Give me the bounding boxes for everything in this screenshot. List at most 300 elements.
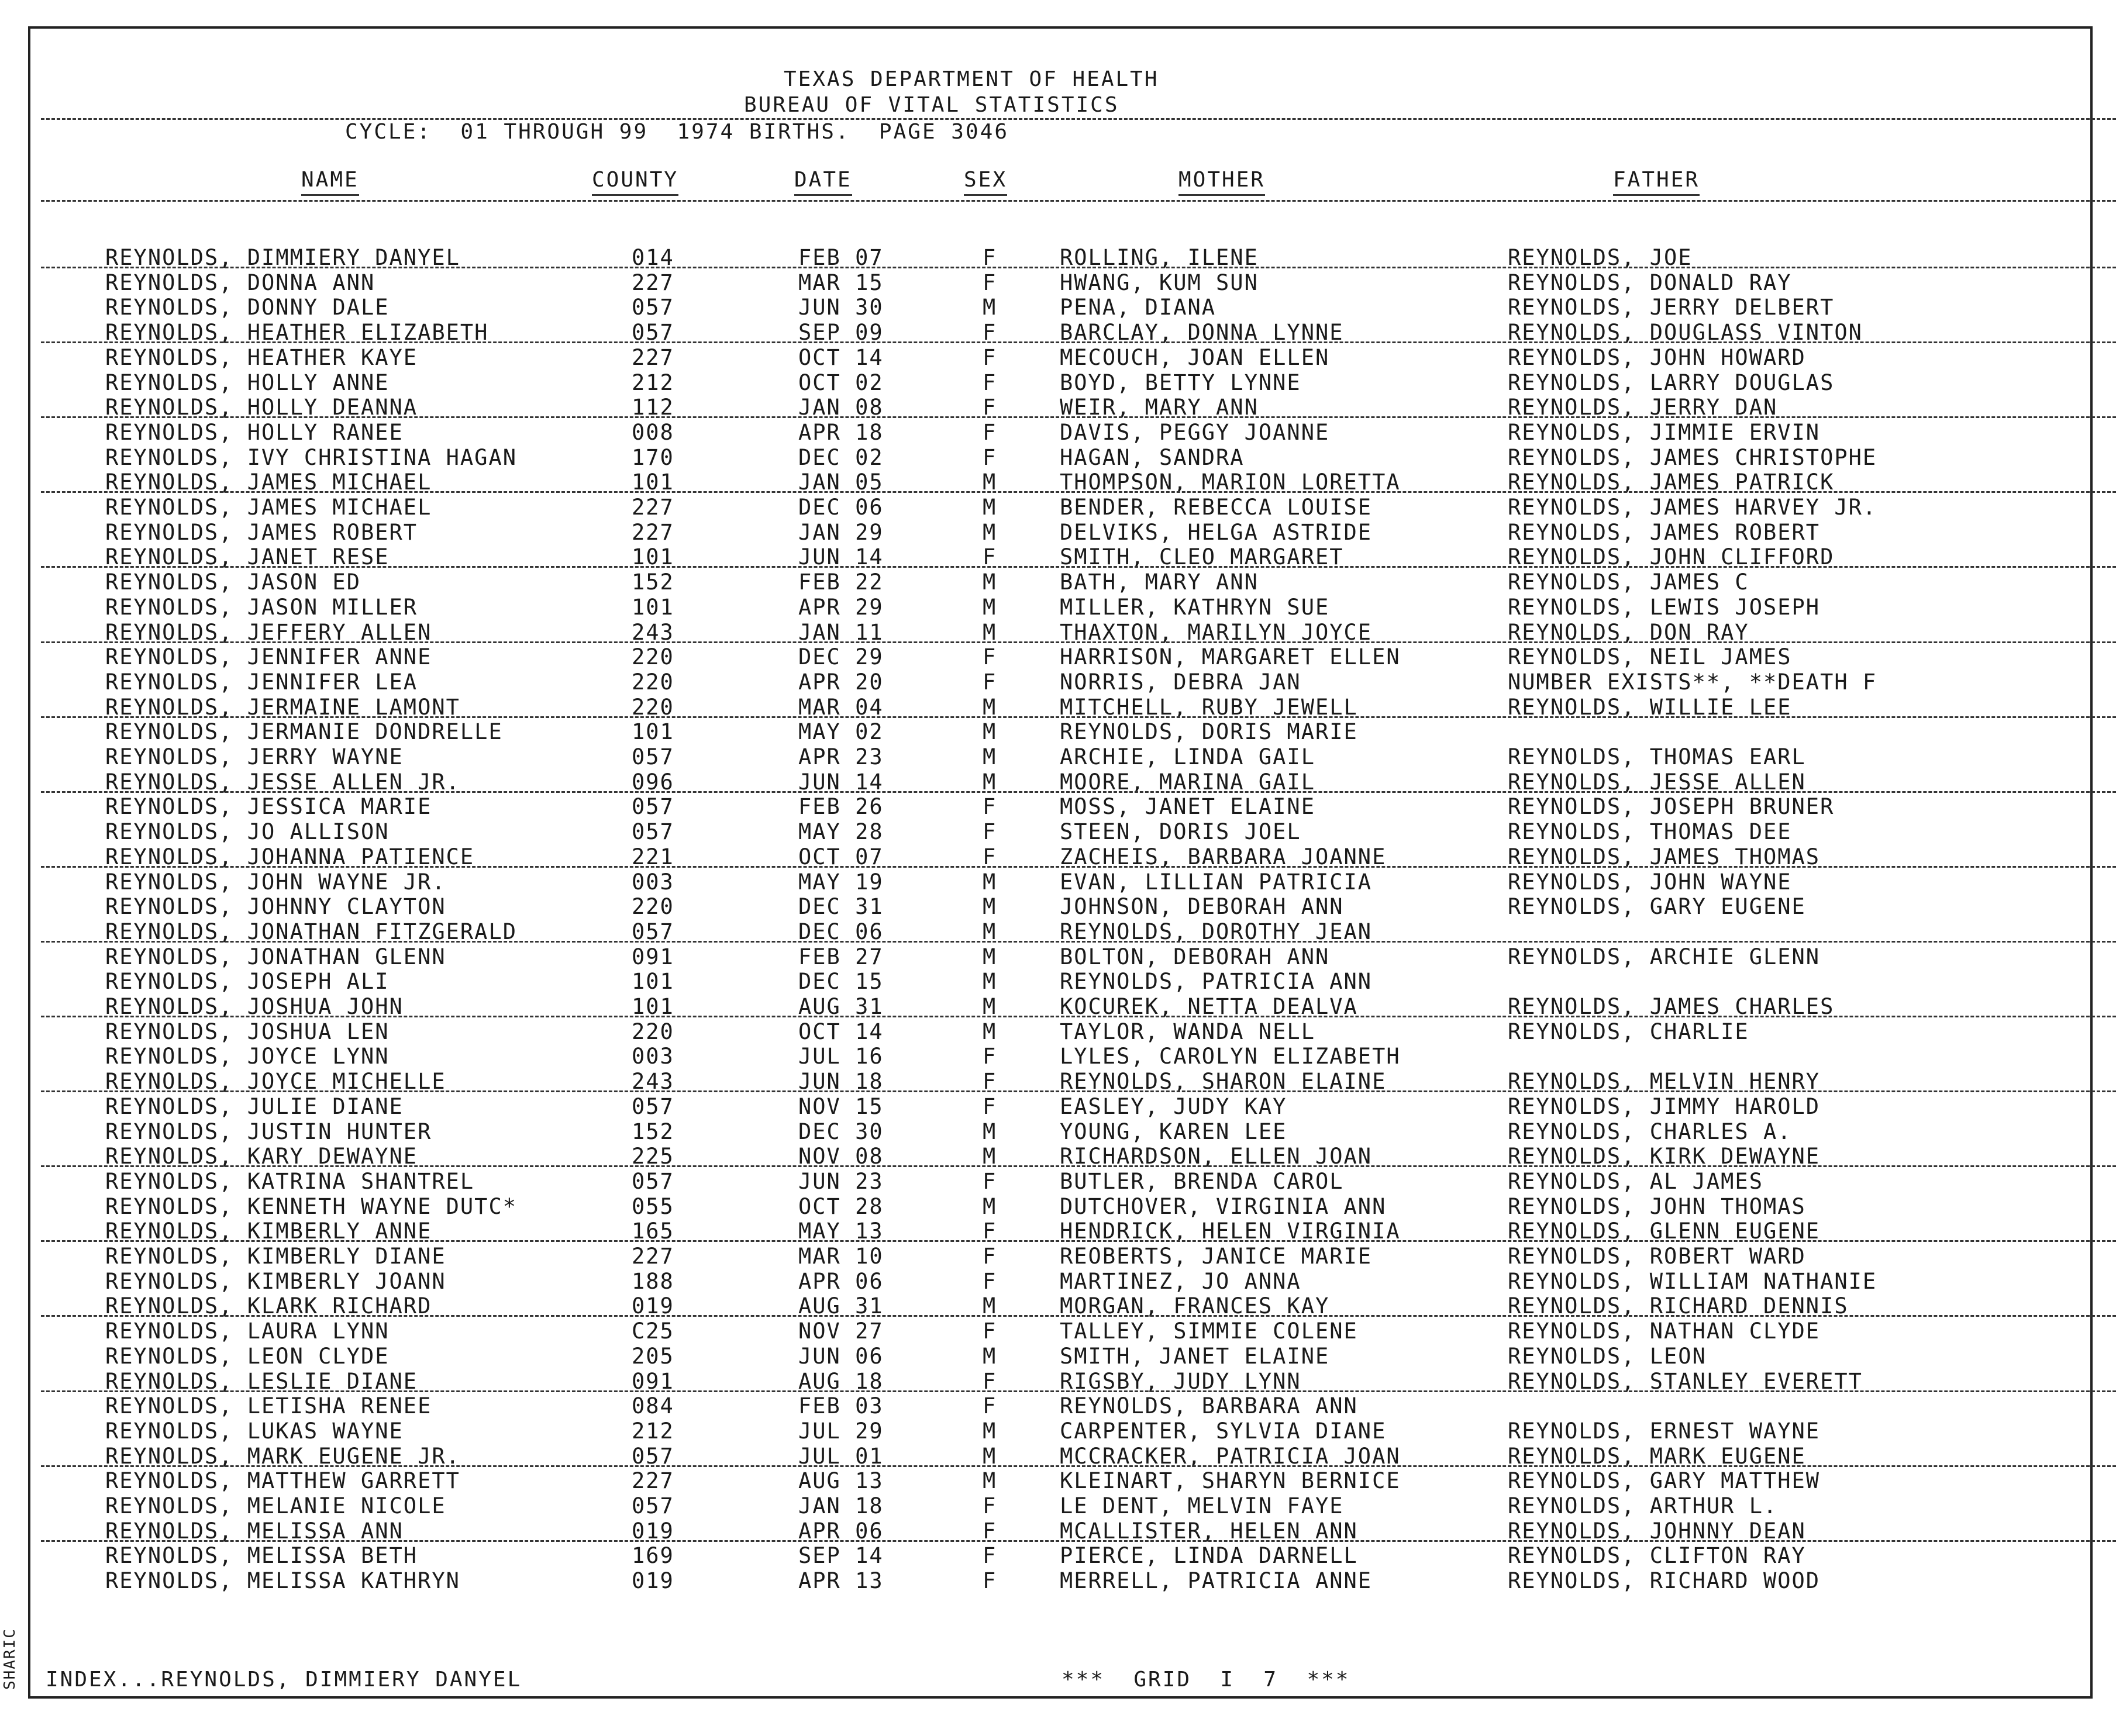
cell-mother: MARTINEZ, JO ANNA bbox=[1060, 1269, 1301, 1294]
cell-sex: M bbox=[983, 1293, 997, 1319]
table-row bbox=[0, 1420, 2116, 1445]
cell-date: AUG 18 bbox=[798, 1369, 884, 1394]
cell-name: REYNOLDS, IVY CHRISTINA HAGAN bbox=[105, 445, 518, 470]
cell-mother: ZACHEIS, BARBARA JOANNE bbox=[1060, 844, 1387, 869]
cell-county: 057 bbox=[632, 919, 674, 944]
table-row bbox=[0, 596, 2116, 621]
column-date: DATE bbox=[794, 170, 852, 196]
cell-date: MAY 19 bbox=[798, 869, 884, 895]
cell-name: REYNOLDS, KLARK RICHARD bbox=[105, 1293, 432, 1319]
cell-name: REYNOLDS, JUSTIN HUNTER bbox=[105, 1119, 432, 1144]
cell-father: REYNOLDS, ROBERT WARD bbox=[1508, 1244, 1806, 1269]
cell-name: REYNOLDS, JANET RESE bbox=[105, 544, 390, 570]
cell-county: 091 bbox=[632, 1369, 674, 1394]
cell-date: JAN 05 bbox=[798, 470, 884, 495]
cell-date: APR 18 bbox=[798, 420, 884, 445]
cell-sex: F bbox=[983, 270, 997, 295]
cell-county: 057 bbox=[632, 320, 674, 345]
cell-date: SEP 14 bbox=[798, 1543, 884, 1568]
cell-sex: M bbox=[983, 495, 997, 520]
cell-mother: DAVIS, PEGGY JOANNE bbox=[1060, 420, 1330, 445]
cell-date: JUN 14 bbox=[798, 544, 884, 570]
cell-date: JUL 16 bbox=[798, 1044, 884, 1069]
cell-father: REYNOLDS, LEWIS JOSEPH bbox=[1508, 595, 1821, 620]
cell-county: 057 bbox=[632, 744, 674, 769]
cell-name: REYNOLDS, JAMES MICHAEL bbox=[105, 470, 432, 495]
cell-date: DEC 30 bbox=[798, 1119, 884, 1144]
table-row bbox=[0, 946, 2116, 971]
cell-name: REYNOLDS, JOSHUA LEN bbox=[105, 1019, 390, 1044]
cell-father: REYNOLDS, JOSEPH BRUNER bbox=[1508, 794, 1835, 819]
footer-grid: *** GRID I 7 *** bbox=[1062, 1668, 1350, 1692]
row-separator bbox=[41, 566, 2116, 568]
cell-father: REYNOLDS, NATHAN CLYDE bbox=[1508, 1319, 1821, 1344]
cell-father: REYNOLDS, RICHARD WOOD bbox=[1508, 1568, 1821, 1593]
cell-name: REYNOLDS, JENNIFER LEA bbox=[105, 669, 418, 695]
cell-sex: F bbox=[983, 1069, 997, 1094]
table-row bbox=[0, 1271, 2116, 1295]
cell-sex: M bbox=[983, 1194, 997, 1219]
cell-mother: JOHNSON, DEBORAH ANN bbox=[1060, 894, 1344, 919]
cell-name: REYNOLDS, HOLLY ANNE bbox=[105, 370, 390, 395]
cell-sex: F bbox=[983, 345, 997, 370]
cell-mother: WEIR, MARY ANN bbox=[1060, 395, 1259, 420]
cell-name: REYNOLDS, HOLLY DEANNA bbox=[105, 395, 418, 420]
cell-county: 057 bbox=[632, 295, 674, 320]
cell-county: 019 bbox=[632, 1518, 674, 1544]
cell-sex: F bbox=[983, 1169, 997, 1194]
cell-sex: M bbox=[983, 919, 997, 944]
cell-father: REYNOLDS, JAMES C bbox=[1508, 570, 1749, 595]
row-separator bbox=[41, 1390, 2116, 1392]
cell-sex: M bbox=[983, 1468, 997, 1493]
cell-sex: M bbox=[983, 1019, 997, 1044]
cell-date: APR 23 bbox=[798, 744, 884, 769]
cell-mother: BARCLAY, DONNA LYNNE bbox=[1060, 320, 1344, 345]
cell-name: REYNOLDS, JAMES MICHAEL bbox=[105, 495, 432, 520]
table-row bbox=[0, 571, 2116, 596]
cell-name: REYNOLDS, LETISHA RENEE bbox=[105, 1393, 432, 1419]
cell-county: 101 bbox=[632, 544, 674, 570]
cell-mother: HENDRICK, HELEN VIRGINIA bbox=[1060, 1219, 1401, 1244]
cell-name: REYNOLDS, JERMANIE DONDRELLE bbox=[105, 719, 503, 744]
cell-date: APR 06 bbox=[798, 1269, 884, 1294]
cell-father: REYNOLDS, THOMAS EARL bbox=[1508, 744, 1806, 769]
cell-date: SEP 09 bbox=[798, 320, 884, 345]
cell-father: REYNOLDS, THOMAS DEE bbox=[1508, 819, 1792, 844]
cell-name: REYNOLDS, MARK EUGENE JR. bbox=[105, 1444, 460, 1469]
cell-date: OCT 07 bbox=[798, 844, 884, 869]
cell-date: MAY 28 bbox=[798, 819, 884, 844]
cell-name: REYNOLDS, HEATHER ELIZABETH bbox=[105, 320, 489, 345]
cell-county: 227 bbox=[632, 520, 674, 545]
cell-sex: F bbox=[983, 1219, 997, 1244]
cell-sex: M bbox=[983, 744, 997, 769]
cell-sex: M bbox=[983, 620, 997, 645]
cell-name: REYNOLDS, JOHNNY CLAYTON bbox=[105, 894, 446, 919]
table-row bbox=[0, 1470, 2116, 1495]
table-row bbox=[0, 372, 2116, 396]
cell-date: MAY 13 bbox=[798, 1219, 884, 1244]
table-row bbox=[0, 971, 2116, 995]
cell-mother: REYNOLDS, BARBARA ANN bbox=[1060, 1393, 1358, 1419]
cell-name: REYNOLDS, KIMBERLY ANNE bbox=[105, 1219, 432, 1244]
cell-mother: REYNOLDS, DORIS MARIE bbox=[1060, 719, 1358, 744]
cell-sex: M bbox=[983, 1119, 997, 1144]
table-row bbox=[0, 1570, 2116, 1595]
cell-name: REYNOLDS, JOYCE LYNN bbox=[105, 1044, 390, 1069]
table-row bbox=[0, 771, 2116, 796]
cell-father: REYNOLDS, GLENN EUGENE bbox=[1508, 1219, 1821, 1244]
cell-father: REYNOLDS, JESSE ALLEN bbox=[1508, 769, 1806, 795]
cell-date: DEC 29 bbox=[798, 644, 884, 669]
cell-mother: KLEINART, SHARYN BERNICE bbox=[1060, 1468, 1401, 1493]
cell-county: 101 bbox=[632, 470, 674, 495]
cell-county: 220 bbox=[632, 1019, 674, 1044]
cell-father: REYNOLDS, DON RAY bbox=[1508, 620, 1749, 645]
cell-mother: SMITH, CLEO MARGARET bbox=[1060, 544, 1344, 570]
cell-father: REYNOLDS, CHARLIE bbox=[1508, 1019, 1749, 1044]
cell-mother: REYNOLDS, DOROTHY JEAN bbox=[1060, 919, 1373, 944]
column-county: COUNTY bbox=[592, 170, 678, 196]
table-row bbox=[0, 721, 2116, 746]
cell-date: DEC 06 bbox=[798, 919, 884, 944]
cell-date: JUN 14 bbox=[798, 769, 884, 795]
cell-county: 019 bbox=[632, 1568, 674, 1593]
table-row bbox=[0, 821, 2116, 845]
column-mother: MOTHER bbox=[1178, 170, 1265, 196]
cell-father: REYNOLDS, ERNEST WAYNE bbox=[1508, 1419, 1821, 1444]
row-separator bbox=[41, 866, 2116, 868]
cell-name: REYNOLDS, MATTHEW GARRETT bbox=[105, 1468, 460, 1493]
cell-mother: YOUNG, KAREN LEE bbox=[1060, 1119, 1287, 1144]
cell-father: REYNOLDS, JIMMIE ERVIN bbox=[1508, 420, 1821, 445]
cell-mother: EASLEY, JUDY KAY bbox=[1060, 1094, 1287, 1119]
table-row bbox=[0, 1520, 2116, 1545]
cell-name: REYNOLDS, JEFFERY ALLEN bbox=[105, 620, 432, 645]
cell-mother: MCCRACKER, PATRICIA JOAN bbox=[1060, 1444, 1401, 1469]
table-row bbox=[0, 247, 2116, 271]
cell-sex: F bbox=[983, 1543, 997, 1568]
cell-father: REYNOLDS, RICHARD DENNIS bbox=[1508, 1293, 1849, 1319]
cell-sex: M bbox=[983, 719, 997, 744]
cell-county: 057 bbox=[632, 819, 674, 844]
cell-mother: RIGSBY, JUDY LYNN bbox=[1060, 1369, 1301, 1394]
table-row bbox=[0, 921, 2116, 945]
cell-sex: M bbox=[983, 944, 997, 969]
cell-name: REYNOLDS, KIMBERLY JOANN bbox=[105, 1269, 446, 1294]
column-name: NAME bbox=[301, 170, 359, 196]
table-row bbox=[0, 796, 2116, 820]
cell-mother: STEEN, DORIS JOEL bbox=[1060, 819, 1301, 844]
cell-name: REYNOLDS, LUKAS WAYNE bbox=[105, 1419, 404, 1444]
cell-father: REYNOLDS, WILLIAM NATHANIE bbox=[1508, 1269, 1877, 1294]
cell-date: MAR 15 bbox=[798, 270, 884, 295]
table-row bbox=[0, 1145, 2116, 1170]
cell-date: OCT 14 bbox=[798, 1019, 884, 1044]
row-separator bbox=[41, 641, 2116, 643]
table-row bbox=[0, 396, 2116, 421]
cell-sex: F bbox=[983, 644, 997, 669]
cell-sex: M bbox=[983, 295, 997, 320]
cell-date: AUG 13 bbox=[798, 1468, 884, 1493]
header-department: TEXAS DEPARTMENT OF HEALTH bbox=[784, 67, 1159, 91]
cell-date: JAN 18 bbox=[798, 1493, 884, 1518]
cell-date: APR 13 bbox=[798, 1568, 884, 1593]
cell-sex: M bbox=[983, 695, 997, 720]
cell-county: 220 bbox=[632, 669, 674, 695]
cell-county: 220 bbox=[632, 644, 674, 669]
cell-sex: F bbox=[983, 395, 997, 420]
cell-date: JUN 18 bbox=[798, 1069, 884, 1094]
cell-name: REYNOLDS, JERMAINE LAMONT bbox=[105, 695, 460, 720]
cell-county: 220 bbox=[632, 894, 674, 919]
row-separator bbox=[41, 716, 2116, 718]
table-row bbox=[0, 1171, 2116, 1195]
cell-father: REYNOLDS, NEIL JAMES bbox=[1508, 644, 1792, 669]
cell-father: REYNOLDS, JOHN CLIFFORD bbox=[1508, 544, 1835, 570]
cell-mother: BATH, MARY ANN bbox=[1060, 570, 1259, 595]
cell-sex: F bbox=[983, 445, 997, 470]
cell-sex: M bbox=[983, 894, 997, 919]
cell-sex: F bbox=[983, 544, 997, 570]
cell-county: 003 bbox=[632, 869, 674, 895]
cell-county: 101 bbox=[632, 719, 674, 744]
cell-sex: M bbox=[983, 1344, 997, 1369]
cell-mother: PIERCE, LINDA DARNELL bbox=[1060, 1543, 1358, 1568]
table-row bbox=[0, 1245, 2116, 1270]
cell-county: 227 bbox=[632, 345, 674, 370]
cell-date: FEB 03 bbox=[798, 1393, 884, 1419]
cell-name: REYNOLDS, DONNA ANN bbox=[105, 270, 375, 295]
row-separator bbox=[41, 267, 2116, 268]
cell-mother: ROLLING, ILENE bbox=[1060, 245, 1259, 270]
cell-sex: M bbox=[983, 969, 997, 994]
side-label: SHARIC bbox=[1, 1628, 19, 1690]
cell-mother: MORGAN, FRANCES KAY bbox=[1060, 1293, 1330, 1319]
cell-county: 084 bbox=[632, 1393, 674, 1419]
cell-county: 205 bbox=[632, 1344, 674, 1369]
table-row bbox=[0, 846, 2116, 871]
cell-father: REYNOLDS, GARY EUGENE bbox=[1508, 894, 1806, 919]
cell-father: REYNOLDS, DOUGLASS VINTON bbox=[1508, 320, 1863, 345]
cell-name: REYNOLDS, LAURA LYNN bbox=[105, 1319, 390, 1344]
table-row bbox=[0, 1445, 2116, 1470]
cell-father: REYNOLDS, MELVIN HENRY bbox=[1508, 1069, 1821, 1094]
row-separator bbox=[41, 1090, 2116, 1092]
cell-mother: LYLES, CAROLYN ELIZABETH bbox=[1060, 1044, 1401, 1069]
row-separator bbox=[41, 491, 2116, 493]
cell-sex: M bbox=[983, 869, 997, 895]
cell-mother: PENA, DIANA bbox=[1060, 295, 1216, 320]
cell-name: REYNOLDS, JO ALLISON bbox=[105, 819, 390, 844]
cell-mother: REYNOLDS, PATRICIA ANN bbox=[1060, 969, 1373, 994]
cell-county: 152 bbox=[632, 1119, 674, 1144]
cell-county: 008 bbox=[632, 420, 674, 445]
cell-sex: F bbox=[983, 1568, 997, 1593]
cell-date: FEB 26 bbox=[798, 794, 884, 819]
cell-name: REYNOLDS, MELISSA KATHRYN bbox=[105, 1568, 460, 1593]
header-cycle: CYCLE: 01 THROUGH 99 1974 BIRTHS. PAGE 3046 bbox=[345, 120, 1009, 144]
table-row bbox=[0, 996, 2116, 1020]
cell-father: REYNOLDS, GARY MATTHEW bbox=[1508, 1468, 1821, 1493]
cell-mother: CARPENTER, SYLVIA DIANE bbox=[1060, 1419, 1387, 1444]
table-row bbox=[0, 1395, 2116, 1420]
cell-name: REYNOLDS, JULIE DIANE bbox=[105, 1094, 404, 1119]
table-row bbox=[0, 1320, 2116, 1345]
cell-county: 101 bbox=[632, 994, 674, 1019]
cell-sex: F bbox=[983, 1094, 997, 1119]
table-row bbox=[0, 447, 2116, 471]
cell-name: REYNOLDS, JONATHAN FITZGERALD bbox=[105, 919, 518, 944]
cell-father: REYNOLDS, AL JAMES bbox=[1508, 1169, 1763, 1194]
cell-date: JUN 23 bbox=[798, 1169, 884, 1194]
cell-sex: M bbox=[983, 1444, 997, 1469]
cell-date: MAR 10 bbox=[798, 1244, 884, 1269]
cell-father: REYNOLDS, JERRY DELBERT bbox=[1508, 295, 1835, 320]
cell-sex: F bbox=[983, 420, 997, 445]
cell-date: OCT 02 bbox=[798, 370, 884, 395]
cell-sex: F bbox=[983, 370, 997, 395]
cell-name: REYNOLDS, JONATHAN GLENN bbox=[105, 944, 446, 969]
table-row bbox=[0, 322, 2116, 346]
cell-father: REYNOLDS, JAMES PATRICK bbox=[1508, 470, 1835, 495]
cell-father: REYNOLDS, JAMES ROBERT bbox=[1508, 520, 1821, 545]
cell-sex: M bbox=[983, 595, 997, 620]
cell-father: REYNOLDS, WILLIE LEE bbox=[1508, 695, 1792, 720]
cell-mother: THOMPSON, MARION LORETTA bbox=[1060, 470, 1401, 495]
cell-county: 170 bbox=[632, 445, 674, 470]
cell-date: APR 06 bbox=[798, 1518, 884, 1544]
row-separator bbox=[41, 341, 2116, 343]
cell-mother: DUTCHOVER, VIRGINIA ANN bbox=[1060, 1194, 1387, 1219]
cell-date: NOV 27 bbox=[798, 1319, 884, 1344]
cell-county: 003 bbox=[632, 1044, 674, 1069]
cell-name: REYNOLDS, KARY DEWAYNE bbox=[105, 1144, 418, 1169]
cell-mother: BUTLER, BRENDA CAROL bbox=[1060, 1169, 1344, 1194]
cell-date: FEB 27 bbox=[798, 944, 884, 969]
cell-county: 243 bbox=[632, 620, 674, 645]
cell-mother: EVAN, LILLIAN PATRICIA bbox=[1060, 869, 1373, 895]
table-row bbox=[0, 522, 2116, 546]
row-separator bbox=[41, 1540, 2116, 1542]
cell-sex: F bbox=[983, 1269, 997, 1294]
cell-date: JAN 29 bbox=[798, 520, 884, 545]
cell-date: APR 20 bbox=[798, 669, 884, 695]
row-separator bbox=[41, 1315, 2116, 1317]
cell-name: REYNOLDS, JESSICA MARIE bbox=[105, 794, 432, 819]
cell-county: 057 bbox=[632, 794, 674, 819]
cell-sex: F bbox=[983, 1518, 997, 1544]
cell-name: REYNOLDS, KIMBERLY DIANE bbox=[105, 1244, 446, 1269]
cell-county: 101 bbox=[632, 969, 674, 994]
cell-county: 057 bbox=[632, 1169, 674, 1194]
cell-father: REYNOLDS, JAMES CHARLES bbox=[1508, 994, 1835, 1019]
cell-county: 212 bbox=[632, 1419, 674, 1444]
cell-county: 227 bbox=[632, 1468, 674, 1493]
footer-index: INDEX...REYNOLDS, DIMMIERY DANYEL bbox=[46, 1668, 522, 1692]
cell-mother: THAXTON, MARILYN JOYCE bbox=[1060, 620, 1373, 645]
cell-county: 220 bbox=[632, 695, 674, 720]
row-separator bbox=[41, 941, 2116, 943]
cell-date: DEC 02 bbox=[798, 445, 884, 470]
table-row bbox=[0, 1096, 2116, 1120]
cell-father: REYNOLDS, MARK EUGENE bbox=[1508, 1444, 1806, 1469]
cell-sex: F bbox=[983, 669, 997, 695]
cell-name: REYNOLDS, JOSHUA JOHN bbox=[105, 994, 404, 1019]
row-separator bbox=[41, 1016, 2116, 1017]
cell-county: 014 bbox=[632, 245, 674, 270]
cell-sex: M bbox=[983, 470, 997, 495]
cell-sex: F bbox=[983, 1319, 997, 1344]
cell-mother: KOCUREK, NETTA DEALVA bbox=[1060, 994, 1358, 1019]
table-row bbox=[0, 1371, 2116, 1395]
cell-mother: BOLTON, DEBORAH ANN bbox=[1060, 944, 1330, 969]
table-row bbox=[0, 471, 2116, 496]
cell-county: 165 bbox=[632, 1219, 674, 1244]
cell-mother: MCALLISTER, HELEN ANN bbox=[1060, 1518, 1358, 1544]
cell-sex: F bbox=[983, 1369, 997, 1394]
cell-mother: LE DENT, MELVIN FAYE bbox=[1060, 1493, 1344, 1518]
table-row bbox=[0, 1196, 2116, 1220]
cell-county: 227 bbox=[632, 495, 674, 520]
cell-father: REYNOLDS, LARRY DOUGLAS bbox=[1508, 370, 1835, 395]
row-separator bbox=[41, 1465, 2116, 1467]
cell-father: REYNOLDS, JAMES HARVEY JR. bbox=[1508, 495, 1877, 520]
cell-father: REYNOLDS, JOHNNY DEAN bbox=[1508, 1518, 1806, 1544]
cell-date: DEC 06 bbox=[798, 495, 884, 520]
cell-county: 091 bbox=[632, 944, 674, 969]
cell-sex: F bbox=[983, 1393, 997, 1419]
column-father: FATHER bbox=[1613, 170, 1700, 196]
cell-mother: SMITH, JANET ELAINE bbox=[1060, 1344, 1330, 1369]
cell-mother: BOYD, BETTY LYNNE bbox=[1060, 370, 1301, 395]
row-separator bbox=[41, 1240, 2116, 1242]
cell-date: NOV 08 bbox=[798, 1144, 884, 1169]
table-row bbox=[0, 1345, 2116, 1370]
cell-mother: REYNOLDS, SHARON ELAINE bbox=[1060, 1069, 1387, 1094]
cell-county: 152 bbox=[632, 570, 674, 595]
cell-mother: MILLER, KATHRYN SUE bbox=[1060, 595, 1330, 620]
cell-date: MAR 04 bbox=[798, 695, 884, 720]
header-bureau: BUREAU OF VITAL STATISTICS bbox=[744, 93, 1119, 117]
cell-county: 227 bbox=[632, 1244, 674, 1269]
cell-name: REYNOLDS, LEON CLYDE bbox=[105, 1344, 390, 1369]
cell-sex: M bbox=[983, 769, 997, 795]
cell-sex: M bbox=[983, 994, 997, 1019]
cell-date: JUL 01 bbox=[798, 1444, 884, 1469]
cell-father: REYNOLDS, ARTHUR L. bbox=[1508, 1493, 1778, 1518]
cell-name: REYNOLDS, DONNY DALE bbox=[105, 295, 390, 320]
cell-sex: F bbox=[983, 844, 997, 869]
table-row bbox=[0, 1045, 2116, 1070]
table-row bbox=[0, 296, 2116, 321]
cell-mother: MERRELL, PATRICIA ANNE bbox=[1060, 1568, 1373, 1593]
cell-name: REYNOLDS, JOYCE MICHELLE bbox=[105, 1069, 446, 1094]
cell-father: REYNOLDS, JOHN HOWARD bbox=[1508, 345, 1806, 370]
cell-date: FEB 22 bbox=[798, 570, 884, 595]
cell-name: REYNOLDS, JASON MILLER bbox=[105, 595, 418, 620]
cell-mother: TALLEY, SIMMIE COLENE bbox=[1060, 1319, 1358, 1344]
cell-mother: REOBERTS, JANICE MARIE bbox=[1060, 1244, 1373, 1269]
table-row bbox=[0, 1495, 2116, 1520]
cell-name: REYNOLDS, HEATHER KAYE bbox=[105, 345, 418, 370]
cell-mother: TAYLOR, WANDA NELL bbox=[1060, 1019, 1315, 1044]
table-row bbox=[0, 496, 2116, 521]
cell-name: REYNOLDS, MELISSA ANN bbox=[105, 1518, 404, 1544]
cell-date: JUL 29 bbox=[798, 1419, 884, 1444]
cell-sex: F bbox=[983, 794, 997, 819]
